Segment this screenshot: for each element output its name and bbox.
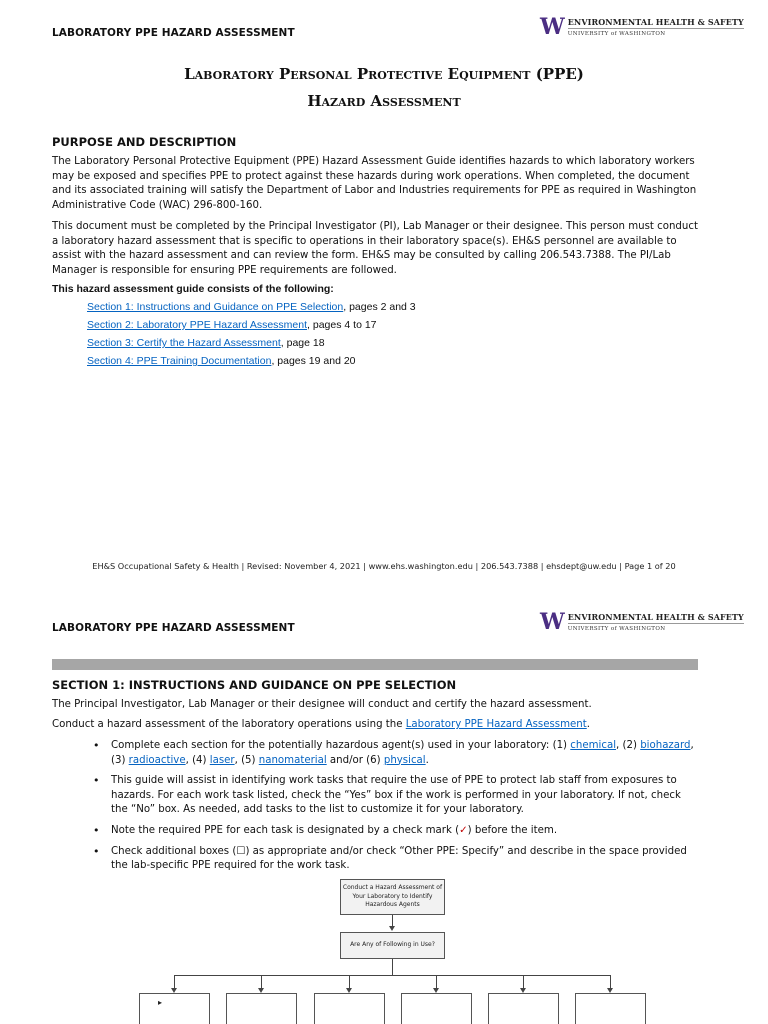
purpose-paragraph-1: The Laboratory Personal Protective Equipment (PPE) Hazard Assessment Guide identifies hazards to which laboratory workers may be exposed and specifies PPE to protect against these hazards during work operations. When completed, the document and its associated training will satisfy the Department of Labor and Industries requirements for PPE as required in Washington Administrative Code (WAC) 296-800-160.: [52, 156, 697, 211]
bullet1-sep1: , (2): [616, 740, 641, 751]
nanomaterial-link[interactable]: nanomaterial: [258, 754, 327, 766]
instructions-list: [105, 739, 700, 880]
toc-item-section2: [87, 319, 377, 331]
chemical-link[interactable]: chemical: [570, 740, 617, 751]
radioactive-link[interactable]: radioactive: [128, 754, 186, 766]
toc-link-section3[interactable]: Section 3: Certify the Hazard Assessment: [87, 337, 281, 349]
flow-agent-box-3: [314, 993, 385, 1024]
list-item: [105, 845, 700, 874]
flow-connector: [523, 975, 524, 989]
triangle-marker-icon: ▸: [158, 998, 163, 1007]
bullet4-text: Check additional boxes (: [111, 845, 237, 857]
logo-line1: ENVIRONMENTAL HEALTH & SAFETY: [567, 612, 744, 622]
bullet3-end: ) before the item.: [467, 824, 558, 836]
toc-item-section1: [87, 301, 416, 313]
page2-uw-ehs-logo: [540, 609, 744, 635]
hazard-assessment-link[interactable]: Laboratory PPE Hazard Assessment: [405, 719, 587, 730]
flow-connector: [610, 975, 611, 989]
check-mark-icon: ✓: [459, 824, 468, 836]
purpose-heading: PURPOSE AND DESCRIPTION: [52, 135, 237, 149]
document-title-line1: Laboratory Personal Protective Equipment (PPE): [184, 65, 584, 83]
flow-connector: [436, 975, 437, 989]
list-item: [105, 774, 700, 818]
document-title-line2: Hazard Assessment: [307, 92, 461, 110]
toc-item-section3: [87, 337, 325, 349]
bullet1-sep2: , (3): [111, 740, 694, 766]
toc-pages-section1: , pages 2 and 3: [343, 301, 416, 313]
toc-pages-section2: , pages 4 to 17: [307, 319, 377, 331]
flow-agent-box-5: [488, 993, 559, 1024]
intro2-text: Conduct a hazard assessment of the laboratory operations using the: [52, 719, 406, 730]
toc-heading: This hazard assessment guide consists of the following:: [52, 283, 334, 295]
uw-w-logo-icon: W: [540, 14, 564, 40]
page1-footer: EH&S Occupational Safety & Health | Revised: November 4, 2021 | www.ehs.washington.edu | 206.543.7388 | ehsdept@uw.edu | Page 1 of 20: [92, 561, 676, 571]
toc-pages-section4: , pages 19 and 20: [271, 355, 356, 367]
bullet4-end: ) as appropriate and/or check “Other PPE: Specify” and describe in the space provided the lab-specific PPE required for the work task.: [111, 845, 687, 872]
bullet1-end: .: [425, 754, 429, 766]
bullet3-text: Note the required PPE for each task is designated by a check mark (: [111, 824, 460, 836]
laser-link[interactable]: laser: [209, 754, 235, 766]
intro2-end: .: [586, 719, 591, 730]
checkbox-icon: ☐: [236, 845, 246, 857]
toc-item-section4: [87, 355, 356, 367]
flow-connector: [174, 975, 175, 989]
logo-line2: UNIVERSITY of WASHINGTON: [568, 623, 744, 633]
uw-w-logo-icon: W: [540, 609, 564, 635]
flow-agent-box-6: [575, 993, 646, 1024]
bullet2-text: • This guide will assist in identifying work tasks that require the use of PPE to protect lab staff from exposures to hazards. For each work task listed, check the “Yes” box if the work is performed in your laboratory. If not, check the “No” box. As needed, add tasks to the list to customize it for your laboratory.: [111, 775, 681, 816]
page2-header-label: LABORATORY PPE HAZARD ASSESSMENT: [52, 622, 295, 634]
list-item: [105, 824, 700, 839]
bullet1-sep5: and/or (6): [326, 754, 384, 766]
list-item: [105, 739, 700, 768]
section1-intro-2: [52, 718, 700, 733]
bullet1-text: Complete each section for the potentially hazardous agent(s) used in your laboratory: (1): [111, 740, 571, 751]
page1-header-label: LABORATORY PPE HAZARD ASSESSMENT: [52, 27, 295, 39]
section1-intro-1: The Principal Investigator, Lab Manager or their designee will conduct and certify the hazard assessment.: [52, 699, 592, 710]
logo-line2: UNIVERSITY of WASHINGTON: [568, 28, 744, 38]
biohazard-link[interactable]: biohazard: [640, 740, 691, 751]
flow-box-agents-in-use: Are Any of Following in Use?: [340, 932, 445, 959]
flow-agent-box-2: [226, 993, 297, 1024]
section1-heading: SECTION 1: INSTRUCTIONS AND GUIDANCE ON PPE SELECTION: [52, 678, 457, 692]
purpose-paragraph-2: This document must be completed by the Principal Investigator (PI), Lab Manager or their designee. This person must conduct a laboratory hazard assessment that is specific to operations in their laboratory space(s). EH&S personnel are available to assist with the hazard assessment and can review the form. EH&S may be consulted by calling 206.543.7388. The PI/Lab Manager is responsible for ensuring PPE requirements are followed.: [52, 221, 698, 276]
section-divider-bar: [52, 659, 698, 670]
logo-line1: ENVIRONMENTAL HEALTH & SAFETY: [567, 17, 744, 27]
flow-connector: [392, 959, 393, 975]
flow-connector: [349, 975, 350, 989]
flow-agent-box-1: [139, 993, 210, 1024]
page1-uw-ehs-logo: [540, 14, 744, 40]
toc-link-section1[interactable]: Section 1: Instructions and Guidance on PPE Selection: [87, 301, 344, 313]
toc-link-section2[interactable]: Section 2: Laboratory PPE Hazard Assessment: [87, 319, 308, 331]
flow-connector: [261, 975, 262, 989]
bullet1-sep3: , (4): [185, 754, 210, 766]
flow-agent-box-4: [401, 993, 472, 1024]
physical-link[interactable]: physical: [383, 754, 426, 766]
flow-box-hazard-assessment: Conduct a Hazard Assessment of Your Laboratory to Identify Hazardous Agents: [340, 879, 445, 915]
toc-link-section4[interactable]: Section 4: PPE Training Documentation: [87, 355, 272, 367]
bullet1-sep4: , (5): [234, 754, 259, 766]
flow-arrow-icon: [389, 926, 395, 931]
toc-pages-section3: , page 18: [280, 337, 325, 349]
flow-branch-line: [174, 975, 611, 976]
